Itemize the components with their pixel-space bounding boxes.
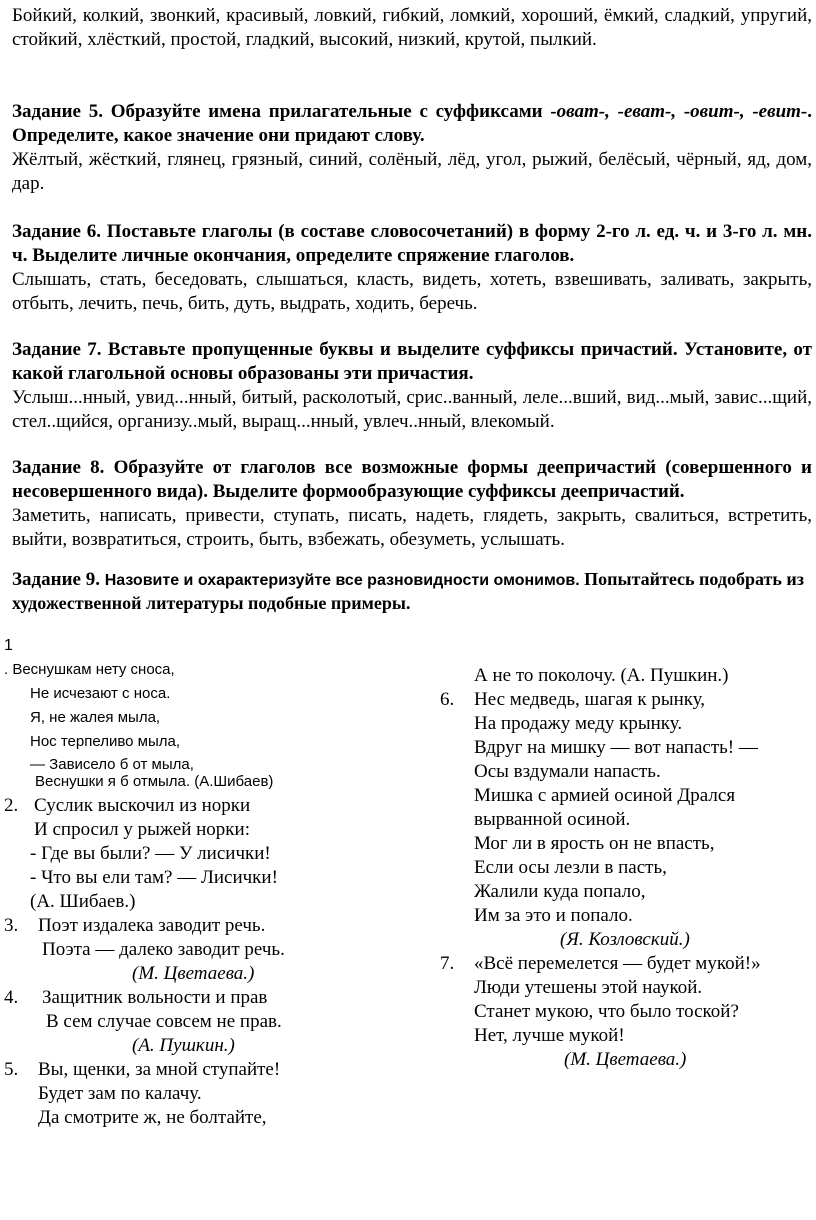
poem2-number: 2.	[4, 795, 19, 816]
poem1-line: Не исчезают с носа.	[30, 685, 171, 702]
poem7-line: Станет мукою, что было тоской?	[474, 1001, 739, 1022]
poem7-number: 7.	[440, 953, 455, 974]
poem5-line: Да смотрите ж, не болтайте,	[38, 1107, 267, 1128]
task6-heading: Задание 6. Поставьте глаголы (в составе словосочетаний) в форму 2-го л. ед. ч. и 3-го л. мн. ч. Выделите личные окончания, определите спряжение глаголов.	[12, 221, 812, 266]
poem3-number: 3.	[4, 915, 19, 936]
poem6-line: Мишка с армией осиной Дрался	[474, 785, 736, 806]
poem4-author: (А. Пушкин.)	[132, 1035, 235, 1056]
poem2-line: И спросил у рыжей норки:	[34, 819, 250, 840]
task6-body: Слышать, стать, беседовать, слышаться, класть, видеть, хотеть, взвешивать, заливать, закрыть, отбыть, лечить, печь, бить, дуть, выдрать, ходить, беречь.	[12, 269, 812, 314]
task8	[12, 456, 812, 552]
task5-body: Жёлтый, жёсткий, глянец, грязный, синий, солёный, лёд, угол, рыжий, белёсый, чёрный, яд, дом, дар.	[12, 149, 812, 194]
poem6-line: Им за это и попало.	[474, 905, 633, 926]
poem6-line: Жалили куда попало,	[474, 881, 646, 902]
poem2-line: - Где вы были? — У лисички!	[30, 843, 271, 864]
poem2-line: (А. Шибаев.)	[30, 891, 136, 912]
poem1-line: Нос терпеливо мыла,	[30, 733, 180, 750]
poem6-line: Осы вздумали напасть.	[474, 761, 661, 782]
task7-body: Услыш...нный, увид...нный, битый, расколотый, срис..ванный, леле...вший, вид...мый, завис...щий, стел..щийся, организу..мый, выращ...нный, увлеч..нный, влекомый.	[12, 387, 812, 432]
task5-heading: Задание 5. Образуйте имена прилагательные с суффиксами -оват-, -еват-, -овит-, -евит-. Определите, какое значение они придают слову.	[12, 101, 812, 146]
poem6-line: На продажу меду крынку.	[474, 713, 683, 734]
poem3-line: Поэт издалека заводит речь.	[38, 915, 266, 936]
task6	[12, 220, 812, 316]
poem1-line: Я, не жалея мыла,	[30, 709, 161, 726]
poem2-line: - Что вы ели там? — Лисички!	[30, 867, 278, 888]
task5-suffixes: -оват-, -еват-, -овит-, -евит-	[550, 101, 808, 122]
poem1-line: Веснушки я б отмыла. (А.Шибаев)	[35, 773, 274, 790]
poem7-line: Люди утешены этой наукой.	[474, 977, 703, 998]
poem4-line: Защитник вольности и прав	[42, 987, 268, 1008]
poem7-author: (М. Цветаева.)	[564, 1049, 687, 1070]
poem6-number: 6.	[440, 689, 455, 710]
poem7-line: Нет, лучше мукой!	[474, 1025, 625, 1046]
poem6-line: Вдруг на мишку — вот напасть! —	[474, 737, 758, 758]
poem1-number: 1	[4, 637, 13, 654]
poem1-line: — Зависело б от мыла,	[30, 756, 194, 773]
intro-word-list: Бойкий, колкий, звонкий, красивый, ловкий, гибкий, ломкий, хороший, ёмкий, сладкий, упругий, стойкий, хлёсткий, простой, гладкий, высокий, низкий, крутой, пылкий.	[12, 5, 812, 50]
poem4-line: В сем случае совсем не прав.	[46, 1011, 282, 1032]
poem6-line: Если осы лезли в пасть,	[474, 857, 667, 878]
task8-body: Заметить, написать, привести, ступать, писать, надеть, глядеть, закрыть, свалиться, встретить, выйти, возвратиться, строить, быть, взбежать, обезуметь, услышать.	[12, 505, 812, 550]
poem6-line: вырванной осиной.	[474, 809, 631, 830]
poem5-line: Вы, щенки, за мной ступайте!	[38, 1059, 281, 1080]
task7	[12, 338, 812, 434]
poem4-number: 4.	[4, 987, 19, 1008]
task5	[12, 100, 812, 196]
poem6-author: (Я. Козловский.)	[560, 929, 690, 950]
poem3-line: Поэта — далеко заводит речь.	[42, 939, 285, 960]
poem3-author: (М. Цветаева.)	[132, 963, 255, 984]
poem5-number: 5.	[4, 1059, 19, 1080]
poem5-continuation: А не то поколочу. (А. Пушкин.)	[474, 665, 729, 686]
task8-heading: Задание 8. Образуйте от глаголов все возможные формы деепричастий (совершенного и несовершенного вида). Выделите формообразующие суффиксы деепричастий.	[12, 457, 812, 502]
task9-heading: Задание 9. Назовите и охарактеризуйте все разновидности омонимов. Попытайтесь подобрать из художественной литературы подобные примеры.	[12, 569, 805, 613]
poem2-line: Суслик выскочил из норки	[34, 795, 251, 816]
poem6-line: Мог ли в ярость он не впасть,	[474, 833, 715, 854]
poem1-line: . Веснушкам нету сноса,	[4, 661, 175, 678]
poem6-line: Нес медведь, шагая к рынку,	[474, 689, 706, 710]
poem5-line: Будет зам по калачу.	[38, 1083, 202, 1104]
poem7-line: «Всё перемелется — будет мукой!»	[474, 953, 761, 974]
task7-heading: Задание 7. Вставьте пропущенные буквы и выделите суффиксы причастий. Установите, от какой глагольной основы образованы эти причастия.	[12, 339, 812, 384]
